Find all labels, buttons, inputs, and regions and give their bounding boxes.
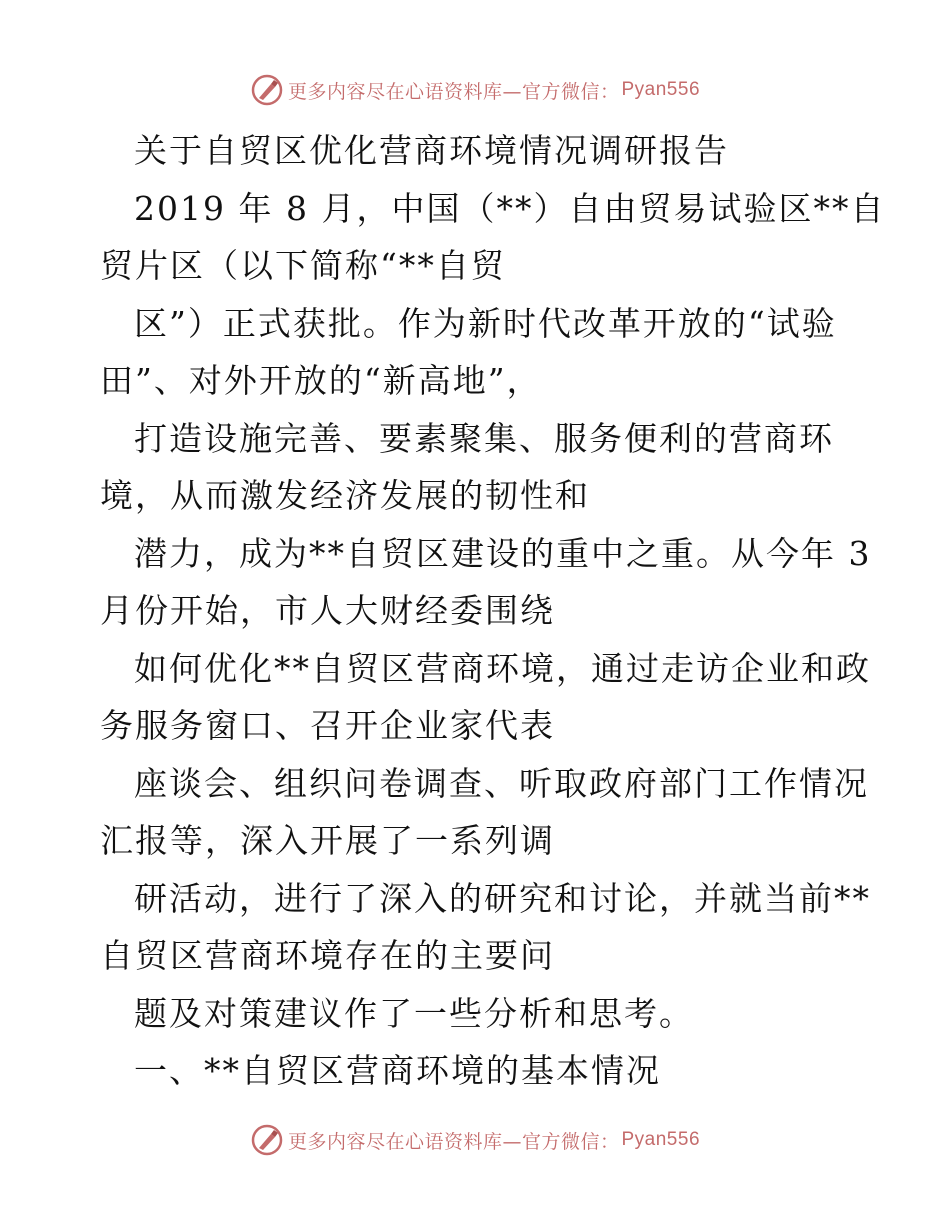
pen-logo-icon [250, 1123, 284, 1157]
watermark-wechat-id: Pyan556 [621, 79, 701, 100]
document-body [100, 122, 886, 1100]
paragraph-line: 自贸区营商环境存在的主要问 [100, 936, 555, 975]
paragraph-line: 贸片区（以下简称“**自贸 [100, 246, 506, 285]
paragraph-line: 务服务窗口、召开企业家代表 [100, 706, 555, 745]
paragraph-line: 区”）正式获批。作为新时代改革开放的“试验 [134, 303, 837, 343]
paragraph-line: 打造设施完善、要素聚集、服务便利的营商环 [134, 418, 834, 458]
header-watermark [0, 70, 950, 110]
paragraph-line: 2019 年 8 月，中国（**）自由贸易试验区**自 [134, 188, 886, 228]
document-title: 关于自贸区优化营商环境情况调研报告 [134, 131, 729, 170]
paragraph-line: 座谈会、组织问卷调查、听取政府部门工作情况 [134, 763, 869, 803]
paragraph-line: 境，从而激发经济发展的韧性和 [100, 476, 590, 515]
paragraph-line: 题及对策建议作了一些分析和思考。 [134, 993, 694, 1033]
paragraph-line: 如何优化**自贸区营商环境，通过走访企业和政 [134, 648, 871, 688]
footer-watermark [0, 1120, 950, 1160]
paragraph-line: 月份开始，市人大财经委围绕 [100, 591, 555, 630]
paragraph-line: 汇报等，深入开展了一系列调 [100, 821, 555, 860]
paragraph-line: 田”、对外开放的“新高地”， [100, 361, 542, 400]
paragraph-line: 潜力，成为**自贸区建设的重中之重。从今年 3 [134, 533, 872, 573]
pen-logo-icon [250, 73, 284, 107]
watermark-text: 更多内容尽在心语资料库—官方微信： [287, 1130, 620, 1153]
paragraph-line: 研活动，进行了深入的研究和讨论，并就当前** [134, 878, 871, 918]
watermark-text: 更多内容尽在心语资料库—官方微信： [287, 80, 620, 103]
section-heading: 一、**自贸区营商环境的基本情况 [134, 1051, 661, 1090]
watermark-wechat-id: Pyan556 [621, 1129, 701, 1150]
